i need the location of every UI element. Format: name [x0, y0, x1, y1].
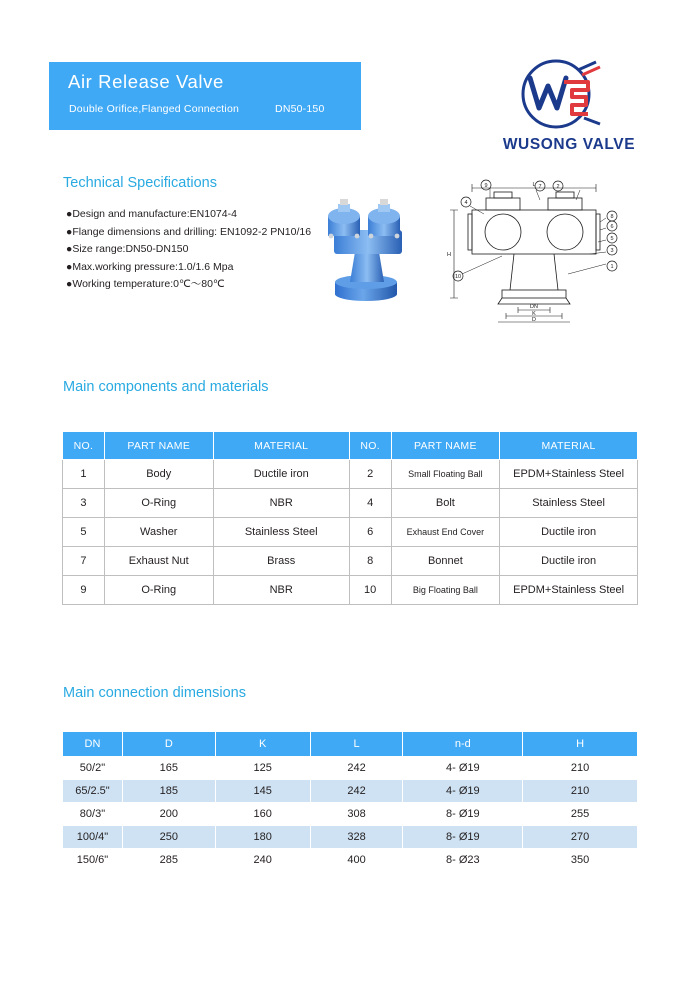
- cell: Brass: [213, 547, 349, 576]
- cell: 8- Ø19: [403, 803, 523, 826]
- col-h: H: [523, 732, 638, 757]
- cell: 4- Ø19: [403, 757, 523, 780]
- cell: 285: [122, 849, 215, 872]
- cell: 350: [523, 849, 638, 872]
- cell: Ductile iron: [500, 547, 638, 576]
- col-d: D: [122, 732, 215, 757]
- cell: 250: [122, 826, 215, 849]
- cell: 8- Ø23: [403, 849, 523, 872]
- spec-item: ●Design and manufacture:EN1074-4: [66, 208, 237, 220]
- subtitle-text: Double Orifice,Flanged Connection: [69, 103, 240, 115]
- spec-item: ●Working temperature:0℃～80℃: [66, 278, 225, 290]
- cell: 3: [63, 489, 105, 518]
- cell: 180: [215, 826, 310, 849]
- cell: NBR: [213, 489, 349, 518]
- spec-item: ●Max.working pressure:1.0/1.6 Mpa: [66, 260, 234, 273]
- cell: Big Floating Ball: [391, 576, 500, 605]
- cell: 100/4": [63, 826, 123, 849]
- col-nd: n-d: [403, 732, 523, 757]
- cell: O-Ring: [104, 576, 213, 605]
- dn-range-label: DN50-150: [275, 103, 325, 115]
- cell: 150/6": [63, 849, 123, 872]
- cell: Stainless Steel: [213, 518, 349, 547]
- company-logo: [484, 56, 654, 160]
- table-row: [63, 489, 638, 518]
- table-row: [63, 518, 638, 547]
- table-header-row: [63, 432, 638, 460]
- table-header-row: [63, 732, 638, 757]
- svg-text:9: 9: [484, 183, 488, 189]
- cell: Bonnet: [391, 547, 500, 576]
- svg-text:8: 8: [610, 214, 614, 220]
- svg-text:6: 6: [610, 224, 614, 230]
- col-k: K: [215, 732, 310, 757]
- cell: 400: [310, 849, 403, 872]
- cell: 80/3": [63, 803, 123, 826]
- col-material-1: MATERIAL: [213, 432, 349, 460]
- cell: EPDM+Stainless Steel: [500, 576, 638, 605]
- cell: 8- Ø19: [403, 826, 523, 849]
- table-row: [63, 826, 638, 849]
- col-dn: DN: [63, 732, 123, 757]
- cell: Ductile iron: [213, 460, 349, 489]
- svg-text:5: 5: [610, 236, 614, 242]
- page-subtitle: [69, 103, 325, 115]
- svg-text:4: 4: [464, 200, 468, 206]
- cell: 65/2.5": [63, 780, 123, 803]
- table-row: [63, 780, 638, 803]
- cell: 185: [122, 780, 215, 803]
- cell: 4- Ø19: [403, 780, 523, 803]
- cell: EPDM+Stainless Steel: [500, 460, 638, 489]
- specs-heading: Technical Specifications: [63, 175, 217, 191]
- svg-text:7: 7: [538, 184, 542, 190]
- cell: 4: [349, 489, 391, 518]
- cell: Exhaust End Cover: [391, 518, 500, 547]
- spec-item: ●Flange dimensions and drilling: EN1092-2 PN10/16: [66, 225, 312, 238]
- dimensions-heading: Main connection dimensions: [63, 685, 246, 701]
- cell: 210: [523, 780, 638, 803]
- cell: 242: [310, 757, 403, 780]
- col-l: L: [310, 732, 403, 757]
- page-title: Air Release Valve: [68, 71, 224, 92]
- cell: 242: [310, 780, 403, 803]
- col-no-2: NO.: [349, 432, 391, 460]
- svg-text:K: K: [532, 311, 536, 317]
- table-row: [63, 547, 638, 576]
- cell: 145: [215, 780, 310, 803]
- svg-text:1: 1: [610, 264, 614, 270]
- dimensions-table: [62, 731, 638, 872]
- cell: 1: [63, 460, 105, 489]
- technical-drawing: [440, 178, 655, 323]
- cell: 7: [63, 547, 105, 576]
- cell: 125: [215, 757, 310, 780]
- table-row: [63, 849, 638, 872]
- cell: 200: [122, 803, 215, 826]
- cell: Bolt: [391, 489, 500, 518]
- cell: 50/2": [63, 757, 123, 780]
- svg-text:L: L: [532, 182, 536, 188]
- cell: 308: [310, 803, 403, 826]
- cell: 328: [310, 826, 403, 849]
- cell: Exhaust Nut: [104, 547, 213, 576]
- title-block: [49, 62, 361, 130]
- svg-text:3: 3: [610, 248, 614, 254]
- cell: 10: [349, 576, 391, 605]
- brand-name: WUSONG VALVE: [502, 136, 636, 153]
- cell: 6: [349, 518, 391, 547]
- col-no-1: NO.: [63, 432, 105, 460]
- table-row: [63, 460, 638, 489]
- cell: Ductile iron: [500, 518, 638, 547]
- cell: 165: [122, 757, 215, 780]
- cell: 255: [523, 803, 638, 826]
- col-material-2: MATERIAL: [500, 432, 638, 460]
- cell: Body: [104, 460, 213, 489]
- cell: 160: [215, 803, 310, 826]
- spec-item: ●Size range:DN50-DN150: [66, 243, 189, 255]
- col-partname-2: PART NAME: [391, 432, 500, 460]
- svg-text:D: D: [532, 317, 536, 323]
- components-table: [62, 431, 638, 605]
- product-photo: [300, 190, 445, 305]
- cell: 8: [349, 547, 391, 576]
- cell: Washer: [104, 518, 213, 547]
- cell: 240: [215, 849, 310, 872]
- svg-text:H: H: [447, 252, 451, 258]
- page-header: [0, 0, 700, 175]
- svg-text:10: 10: [454, 274, 462, 280]
- cell: NBR: [213, 576, 349, 605]
- cell: Small Floating Ball: [391, 460, 500, 489]
- cell: Stainless Steel: [500, 489, 638, 518]
- table-row: [63, 803, 638, 826]
- cell: 210: [523, 757, 638, 780]
- cell: 5: [63, 518, 105, 547]
- cell: 2: [349, 460, 391, 489]
- cell: 270: [523, 826, 638, 849]
- components-heading: Main components and materials: [63, 379, 269, 395]
- table-row: [63, 757, 638, 780]
- svg-text:2: 2: [556, 184, 560, 190]
- col-partname-1: PART NAME: [104, 432, 213, 460]
- cell: O-Ring: [104, 489, 213, 518]
- svg-text:DN: DN: [530, 304, 538, 310]
- table-row: [63, 576, 638, 605]
- cell: 9: [63, 576, 105, 605]
- wusong-logo-icon: [512, 56, 608, 132]
